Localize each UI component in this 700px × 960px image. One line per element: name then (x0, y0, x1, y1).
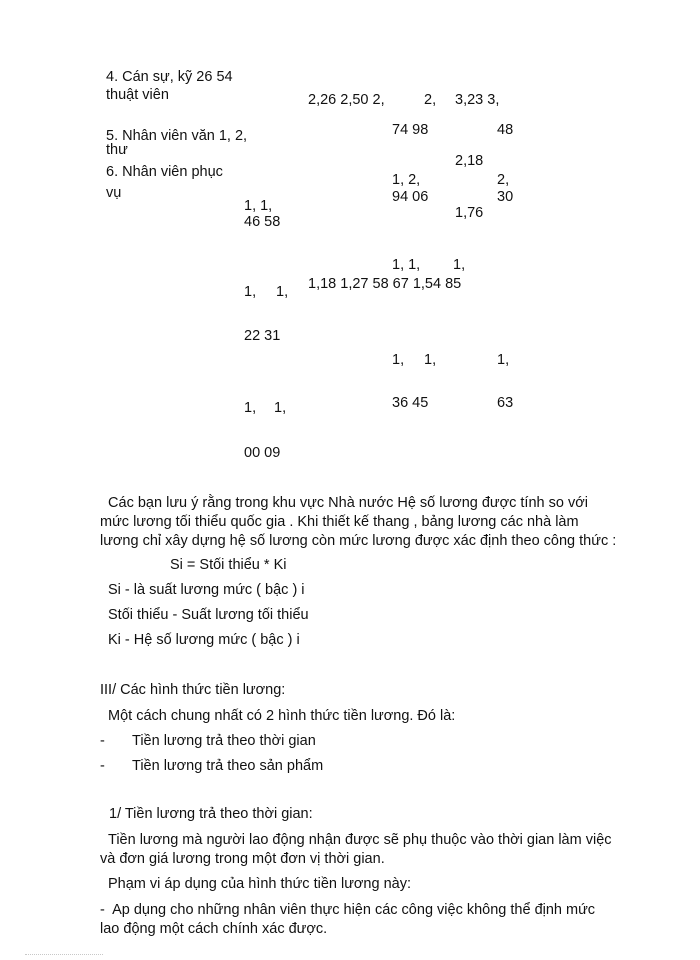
table-cell: 36 45 (392, 395, 429, 411)
table-cell: 1, (453, 257, 466, 273)
bullet-dash-2: - (100, 758, 105, 774)
table-cell: 1, (244, 284, 257, 300)
table-cell: 1, 1, (244, 198, 273, 214)
row-label-4-line1: 4. Cán sự, kỹ 26 54 (106, 69, 233, 85)
table-cell: 1,76 (455, 205, 484, 221)
table-cell: 94 06 (392, 189, 429, 205)
subsection1-scope-heading: Phạm vi áp dụng của hình thức tiền lương này: (108, 876, 411, 892)
subsection1-scope-line2: lao động một cách chính xác được. (100, 921, 328, 937)
table-cell: 1,18 1,27 58 67 1,54 85 (308, 276, 462, 292)
table-cell: 1, (424, 352, 437, 368)
table-cell: 2, (497, 172, 510, 188)
table-cell: 2,26 2,50 2, (308, 92, 385, 108)
table-cell: 46 58 (244, 214, 281, 230)
section3-heading: III/ Các hình thức tiền lương: (100, 682, 286, 698)
subsection1-heading: 1/ Tiền lương trả theo thời gian: (109, 806, 313, 822)
formula-equation: Si = Stối thiểu * Ki (170, 557, 287, 573)
table-cell: 63 (497, 395, 514, 411)
formula-def-ki: Ki - Hệ số lương mức ( bậc ) i (108, 632, 300, 648)
table-cell: 1, (274, 400, 287, 416)
table-cell: 22 31 (244, 328, 281, 344)
note-line-1: Các bạn lưu ý rằng trong khu vực Nhà nước Hệ số lương được tính so với (100, 495, 588, 511)
note-line-2: mức lương tối thiểu quốc gia . Khi thiết kế thang , bảng lương các nhà làm (100, 514, 579, 530)
subsection1-para-line2: và đơn giá lương trong một đơn vị thời gian. (100, 851, 385, 867)
table-cell: 74 98 (392, 122, 429, 138)
table-cell: 3,23 3, (455, 92, 500, 108)
row-label-6-line1: 6. Nhân viên phục (106, 164, 223, 180)
subsection1-para-line1: Tiền lương mà người lao động nhận được sẽ phụ thuộc vào thời gian làm việc (108, 832, 612, 848)
section3-intro: Một cách chung nhất có 2 hình thức tiền lương. Đó là: (108, 708, 456, 724)
table-cell: 00 09 (244, 445, 281, 461)
table-cell: 2,18 (455, 153, 484, 169)
row-label-6-line2: vụ (106, 185, 122, 201)
row-label-5-line1: 5. Nhân viên văn 1, 2, (106, 128, 248, 144)
table-cell: 1, 2, (392, 172, 421, 188)
note-line-3: lương chỉ xây dựng hệ số lương còn mức lương được xác định theo công thức : (100, 533, 617, 549)
table-cell: 2, (424, 92, 437, 108)
bullet-text-1: Tiền lương trả theo thời gian (132, 733, 316, 749)
formula-def-stoithieu: Stối thiểu - Suất lương tối thiểu (108, 607, 309, 623)
bullet-text-2: Tiền lương trả theo sản phẩm (132, 758, 324, 774)
table-cell: 48 (497, 122, 514, 138)
footer-dotted-rule (25, 954, 103, 955)
table-cell: 1, (244, 400, 257, 416)
table-cell: 1, 1, (392, 257, 421, 273)
table-cell: 1, (392, 352, 405, 368)
table-cell: 30 (497, 189, 514, 205)
formula-def-si: Si - là suất lương mức ( bậc ) i (108, 582, 305, 598)
bullet-dash-1: - (100, 733, 105, 749)
subsection1-scope-line1: - Ap dụng cho những nhân viên thực hiện các công việc không thể định mức (100, 902, 596, 918)
row-label-4-line2: thuật viên (106, 87, 169, 103)
table-cell: 1, (276, 284, 289, 300)
table-cell: 1, (497, 352, 510, 368)
row-label-5-line2: thư (106, 142, 128, 158)
